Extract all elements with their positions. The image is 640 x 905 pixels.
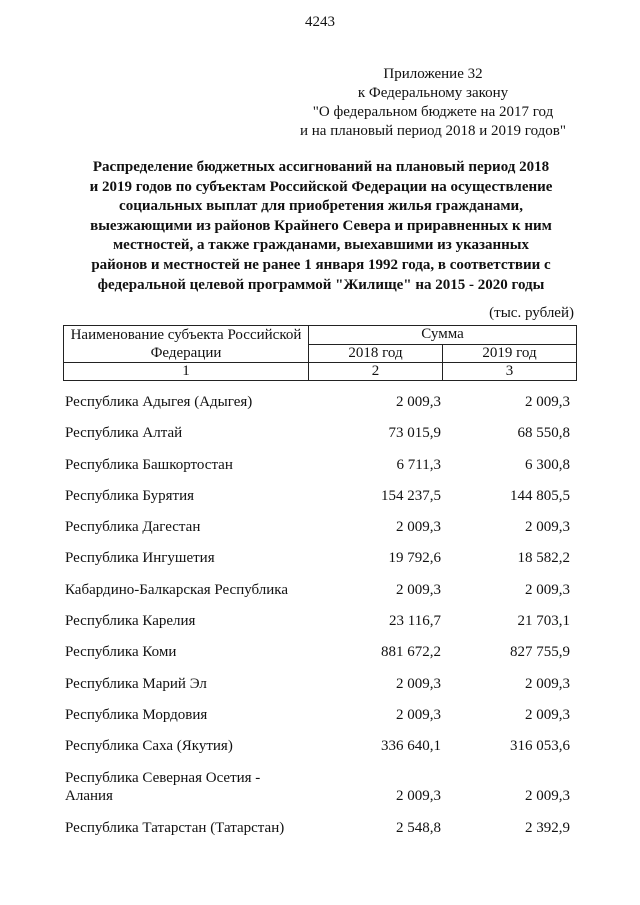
region-name <box>65 769 315 805</box>
value-2019: 2 009,3 <box>525 394 570 410</box>
value-2018: 23 116,7 <box>389 613 441 630</box>
value-2018: 2 009,3 <box>396 706 441 723</box>
value-2019: 827 755,9 <box>510 644 570 661</box>
appendix-line: Приложение 32 <box>383 66 483 82</box>
value-2019: 144 805,5 <box>510 487 570 504</box>
value-2018: 2 009,3 <box>396 787 441 804</box>
value-2019: 21 703,1 <box>517 613 570 630</box>
value-2019: 316 053,6 <box>510 738 570 755</box>
value-2018: 2 009,3 <box>396 675 441 692</box>
appendix-header <box>268 65 598 141</box>
value-2018: 154 237,5 <box>381 487 441 504</box>
table-row <box>65 456 576 487</box>
value-2018: 2 548,8 <box>396 819 441 836</box>
region-name: Республика Карелия <box>65 613 196 630</box>
value-2019: 2 392,9 <box>525 819 570 836</box>
title-line: выезжающими из районов Крайнего Севера и приравненных к ним <box>90 217 552 234</box>
table-body <box>65 393 576 850</box>
column-number-3: 3 <box>443 363 577 381</box>
table-row <box>65 549 576 580</box>
page-number: 4243 <box>305 14 335 30</box>
table-row <box>65 706 576 737</box>
document-title <box>56 158 586 295</box>
table-header <box>63 325 577 381</box>
title-line: районов и местностей не ранее 1 января 1992 года, в соответствии с <box>91 256 551 273</box>
column-header-name-line: Федерации <box>150 345 222 361</box>
table-row <box>65 675 576 706</box>
table-row <box>65 769 576 819</box>
value-2019: 2 009,3 <box>525 581 570 598</box>
column-number-1: 1 <box>64 363 309 381</box>
title-line: социальных выплат для приобретения жилья гражданами, <box>119 198 523 215</box>
region-name: Республика Башкортостан <box>65 456 233 473</box>
units-label: (тыс. рублей) <box>489 305 574 321</box>
region-name: Республика Ингушетия <box>65 550 215 567</box>
table-row <box>65 518 576 549</box>
column-header-2019: 2019 год <box>443 344 577 363</box>
region-name: Республика Адыгея (Адыгея) <box>65 394 253 410</box>
region-name: Республика Коми <box>65 644 177 661</box>
table-row <box>65 643 576 674</box>
value-2019: 2 009,3 <box>525 787 570 804</box>
table-row <box>65 819 576 850</box>
region-name: Республика Татарстан (Татарстан) <box>65 819 285 836</box>
value-2018: 2 009,3 <box>396 581 441 598</box>
region-name: Республика Мордовия <box>65 706 208 723</box>
appendix-line: и на плановый период 2018 и 2019 годов" <box>300 123 566 139</box>
table-row <box>65 393 576 424</box>
region-name: Республика Саха (Якутия) <box>65 738 233 755</box>
value-2018: 336 640,1 <box>381 738 441 755</box>
value-2019: 6 300,8 <box>525 456 570 473</box>
region-name-line: Республика Северная Осетия - <box>65 769 261 786</box>
value-2018: 881 672,2 <box>381 644 441 661</box>
column-number-2: 2 <box>309 363 443 381</box>
appendix-line: "О федеральном бюджете на 2017 год <box>312 104 554 120</box>
table-row <box>65 487 576 518</box>
title-line: федеральной целевой программой "Жилище" на 2015 - 2020 годы <box>97 276 545 293</box>
table-row <box>65 737 576 768</box>
value-2018: 2 009,3 <box>396 394 441 410</box>
table-row <box>65 424 576 455</box>
value-2019: 2 009,3 <box>525 675 570 692</box>
title-line: Распределение бюджетных ассигнований на плановый период 2018 <box>92 159 550 175</box>
value-2019: 68 550,8 <box>517 425 570 442</box>
region-name: Республика Бурятия <box>65 487 195 504</box>
column-header-sum: Сумма <box>309 326 577 345</box>
table-row <box>65 612 576 643</box>
value-2018: 73 015,9 <box>388 425 441 442</box>
value-2018: 2 009,3 <box>396 519 441 536</box>
value-2018: 19 792,6 <box>388 550 441 567</box>
value-2019: 18 582,2 <box>517 550 570 567</box>
appendix-line: к Федеральному закону <box>357 85 509 101</box>
value-2018: 6 711,3 <box>396 456 441 473</box>
region-name: Республика Марий Эл <box>65 675 207 692</box>
value-2019: 2 009,3 <box>525 519 570 536</box>
title-line: местностей, а также гражданами, выехавшими из указанных <box>112 237 530 254</box>
title-line: и 2019 годов по субъектам Российской Федерации на осуществление <box>89 178 553 195</box>
region-name: Республика Дагестан <box>65 519 201 536</box>
region-name: Республика Алтай <box>65 425 183 442</box>
column-header-name <box>64 326 309 363</box>
region-name-line: Алания <box>65 787 113 804</box>
column-header-2018: 2018 год <box>309 344 443 363</box>
column-header-name-line: Наименование субъекта Российской <box>70 327 302 343</box>
value-2019: 2 009,3 <box>525 706 570 723</box>
table-row <box>65 581 576 612</box>
region-name: Кабардино-Балкарская Республика <box>65 581 289 598</box>
